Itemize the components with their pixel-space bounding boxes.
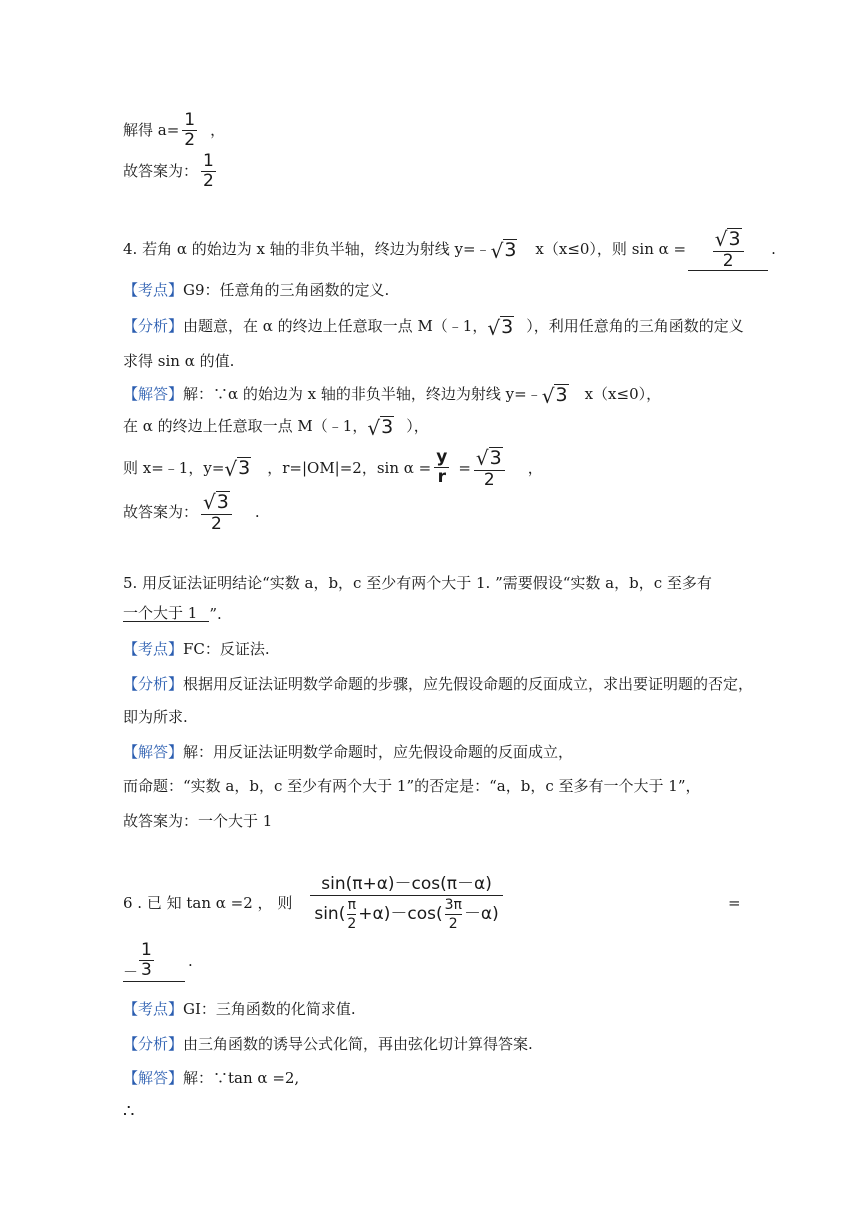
sqrt: √ 3	[541, 383, 568, 408]
text: 6 . 已 知 tan α =2 ， 则	[123, 894, 293, 912]
text: 5. 用反证法证明结论“实数 a，b，c 至少有两个大于 1. ”需要假设“实数 a，b，c 至多有	[123, 574, 712, 592]
jieda-line	[123, 384, 661, 406]
question-4-stem	[123, 228, 776, 271]
denominator: 2	[203, 170, 214, 191]
kaodian-line	[123, 642, 270, 657]
solution-step-2	[123, 416, 429, 438]
answer-blank	[688, 228, 768, 271]
kaodian-line	[123, 1002, 356, 1017]
text: 解：∵α 的始边为 x 轴的非负半轴，终边为射线 y=﹣	[183, 385, 542, 404]
numerator: 1	[203, 151, 214, 171]
fraction: √ 3 2	[201, 491, 232, 533]
fenxi-line	[123, 316, 744, 338]
therefore-line: ∴	[123, 1101, 135, 1122]
kaodian-label: 【考点】	[123, 1000, 184, 1018]
answer-blank: － $\frac{1}{3}$	[123, 942, 185, 982]
text: 故答案为：	[123, 502, 199, 521]
text: ），	[406, 417, 429, 436]
numerator: sin(π+α)－cos(π－α)	[321, 874, 492, 894]
expression-fraction	[310, 876, 502, 931]
text: x（x≤0），	[584, 385, 662, 404]
sqrt: √ 3	[224, 457, 251, 482]
fraction: √ 3 2	[713, 228, 744, 270]
fenxi-label: 【分析】	[123, 1035, 184, 1053]
kaodian-label: 【考点】	[123, 281, 184, 299]
fraction	[201, 153, 216, 191]
text: GI：三角函数的化简求值.	[183, 1000, 356, 1018]
sqrt: √ 3	[367, 415, 394, 440]
fenxi-line-2	[123, 710, 188, 725]
question-6-answer	[123, 942, 193, 982]
kaodian-label: 【考点】	[123, 640, 184, 658]
solution-step-2	[123, 779, 701, 794]
question-5-stem	[123, 576, 712, 591]
sqrt: √ 3	[487, 315, 514, 340]
text: =	[458, 458, 471, 477]
text: 解得 a=	[123, 121, 180, 140]
text: G9：任意角的三角函数的定义.	[183, 281, 390, 299]
text: 4. 若角 α 的始边为 x 轴的非负半轴，终边为射线 y=﹣	[123, 240, 491, 259]
answer-line	[123, 491, 260, 533]
denominator: sin( π 2 +α)－cos( 3π 2 －α)	[314, 897, 499, 932]
text: 故答案为：	[123, 162, 199, 181]
fenxi-line-2	[123, 354, 234, 369]
text: ，	[210, 121, 226, 140]
text: 求得 sin α 的值.	[123, 352, 235, 370]
text: 根据用反证法证明数学命题的步骤，应先假设命题的反面成立，求出要证明题的否定，	[183, 675, 754, 693]
jieda-label: 【解答】	[123, 1069, 184, 1087]
equals-sign: =	[728, 894, 741, 912]
text: 故答案为：一个大于 1	[123, 812, 273, 830]
text: .	[188, 952, 193, 971]
fenxi-label: 【分析】	[123, 675, 184, 693]
jieda-label: 【解答】	[123, 743, 184, 761]
question-6-stem	[123, 876, 738, 931]
text: 解：∵tan α =2,	[183, 1069, 300, 1087]
denominator: 2	[184, 129, 196, 150]
fraction: √ 3 2	[474, 447, 505, 489]
text: 即为所求.	[123, 708, 188, 726]
jieda-label: 【解答】	[123, 385, 184, 404]
sqrt: √ 3	[490, 238, 517, 263]
text: 在 α 的终边上任意取一点 M（﹣1，	[123, 417, 368, 436]
text: .	[254, 502, 260, 521]
text: .	[771, 240, 776, 259]
question-5-stem-2	[123, 606, 222, 622]
fraction	[182, 112, 197, 150]
text: ，r=|OM|=2，sin α =	[267, 458, 432, 477]
text: x（x≤0），则 sin α =	[535, 240, 687, 259]
solution-line	[123, 112, 225, 150]
text: 由题意，在 α 的终边上任意取一点 M（﹣1，	[183, 317, 488, 336]
numerator: 1	[184, 110, 196, 130]
solution-step-3	[123, 447, 543, 489]
fenxi-line	[123, 677, 753, 692]
answer-line	[123, 153, 219, 191]
text: 而命题：“实数 a，b，c 至少有两个大于 1”的否定是：“a，b，c 至多有一个大于 1”，	[123, 777, 701, 795]
fenxi-line	[123, 1037, 533, 1052]
fenxi-label: 【分析】	[123, 317, 184, 336]
kaodian-line	[123, 283, 389, 298]
text: ），利用任意角的三角函数的定义	[526, 317, 744, 336]
jieda-line	[123, 745, 573, 760]
text: ”.	[209, 604, 222, 623]
text: 解：用反证法证明数学命题时，应先假设命题的反面成立，	[183, 743, 574, 761]
text: ，	[527, 458, 543, 477]
fraction: $\frac{y}{r}$	[436, 447, 448, 488]
text: FC：反证法.	[183, 640, 270, 658]
text: 由三角函数的诱导公式化简，再由弦化切计算得答案.	[183, 1035, 533, 1053]
text: 则 x=﹣1，y=	[123, 458, 225, 477]
answer-blank: 一个大于 1	[123, 606, 209, 622]
answer-line	[123, 814, 272, 829]
jieda-line	[123, 1071, 299, 1086]
